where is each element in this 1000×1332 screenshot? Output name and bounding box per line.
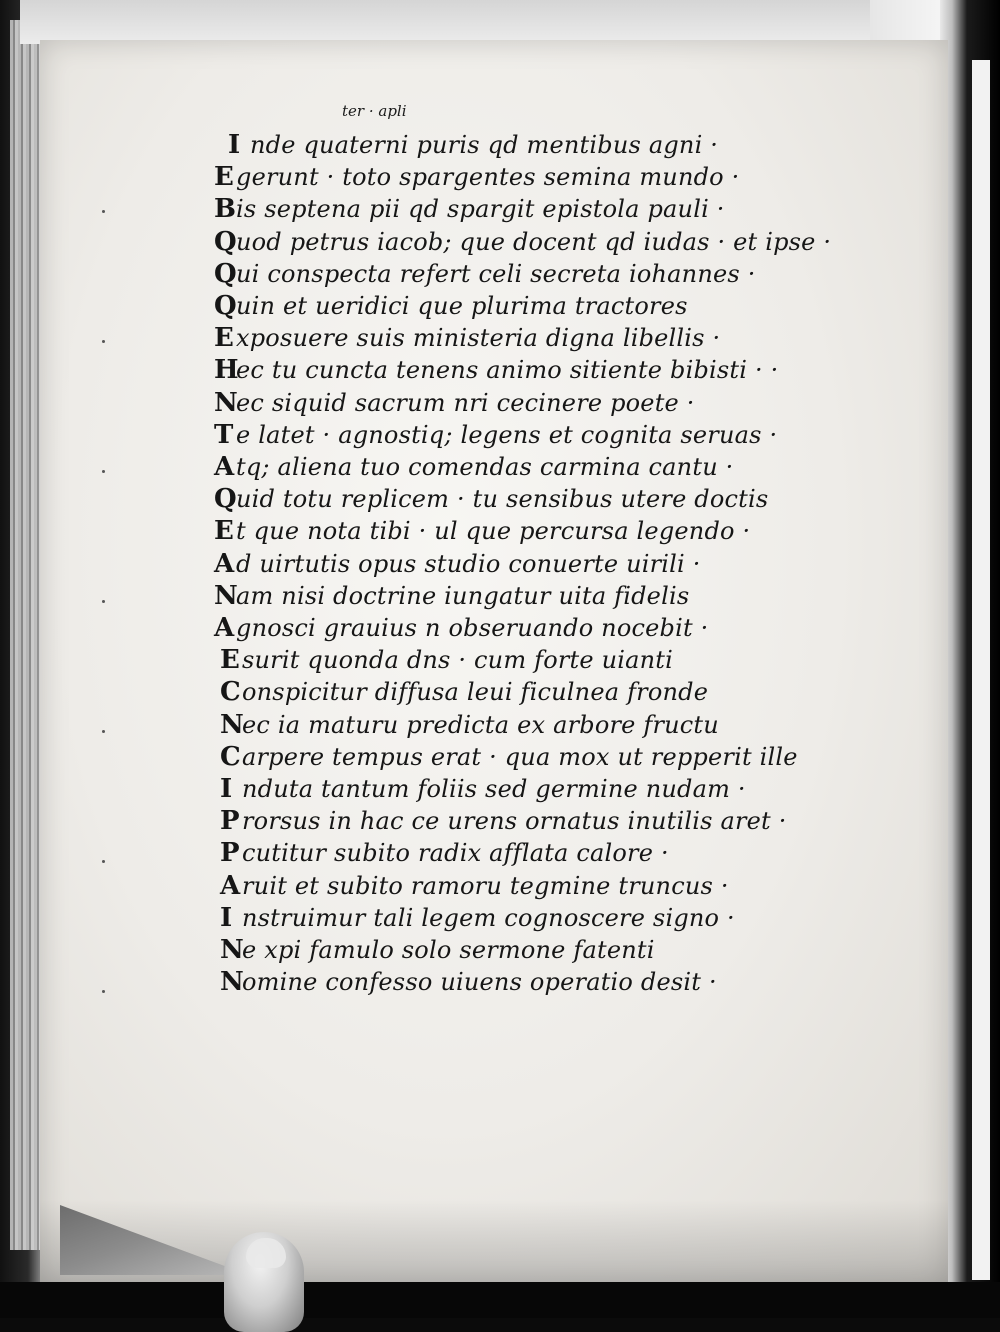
bottom-background [0, 1282, 1000, 1318]
verse-line [220, 838, 669, 868]
right-page-sliver [972, 60, 990, 1280]
verse-line [214, 323, 720, 353]
verse-initial: N [214, 580, 238, 611]
verse-initial: T [214, 419, 234, 450]
verse-initial: E [214, 323, 235, 354]
prick-mark [102, 990, 105, 993]
verse-text: xposuere suis ministeria digna libellis · [236, 324, 721, 353]
verse-text: uin et ueridici que plurima tractores [236, 292, 688, 320]
verse-text: am nisi doctrine iungatur uita fidelis [236, 581, 690, 610]
verse-text: ui conspecta refert celi secreta iohannes · [236, 259, 756, 288]
verse-line [214, 355, 778, 385]
verse-text: gerunt · toto spargentes semina mundo · [236, 163, 740, 192]
verse-initial: N [220, 709, 244, 740]
verse-line [214, 452, 734, 482]
verse-initial: E [220, 645, 241, 676]
verse-text: is septena pii qd spargit epistola pauli · [236, 195, 725, 224]
verse-initial: N [220, 967, 244, 998]
verse-initial: I [220, 902, 233, 933]
verse-text: d uirtutis opus studio conuerte uirili · [236, 549, 701, 578]
verse-text: onspicitur diffusa leui ficulnea fronde [242, 678, 709, 707]
verse-text: nde quaterni puris qd mentibus agni · [250, 131, 719, 159]
verse-initial: A [214, 452, 235, 482]
verse-text: omine confesso uiuens operatio desit · [242, 968, 717, 997]
verse-initial: Q [214, 291, 237, 321]
verse-initial: C [220, 677, 241, 708]
prick-mark [102, 210, 105, 213]
thumbnail-highlight [246, 1238, 286, 1268]
verse-text: ec tu cuncta tenens animo sitiente bibisti · · [236, 356, 779, 385]
verse-line [220, 742, 798, 772]
verse-text: cutitur subito radix afflata calore · [242, 839, 669, 868]
verse-text: uod petrus iacob; que docent qd iudas · et ipse · [236, 227, 832, 256]
verse-line [214, 420, 777, 450]
verse-line [220, 645, 673, 675]
verse-line [220, 903, 735, 933]
verse-initial: A [214, 548, 235, 579]
interlinear-gloss: ter · apli [342, 102, 407, 120]
verse-text: nduta tantum foliis sed germine nudam · [242, 775, 746, 803]
verse-text: e latet · agnostiq; legens et cognita seruas · [236, 420, 778, 449]
verse-initial: Q [214, 226, 237, 257]
verse-line [214, 259, 756, 289]
prick-mark [102, 730, 105, 733]
page-bottom-shadow [40, 1200, 948, 1290]
verse-line [220, 806, 787, 836]
verse-initial: P [220, 838, 240, 869]
verse-initial: H [214, 355, 239, 386]
verse-text: surit quonda dns · cum forte uianti [242, 646, 674, 675]
verse-initial: B [214, 194, 237, 225]
verse-text: ec siquid sacrum nri cecinere poete · [236, 388, 695, 417]
verse-initial: N [220, 935, 244, 965]
prick-mark [102, 600, 105, 603]
verse-text: e xpi famulo solo sermone fatenti [242, 936, 655, 964]
verse-initial: E [214, 516, 235, 547]
verse-line [214, 388, 695, 418]
verse-line [214, 194, 725, 224]
verse-text: ruit et subito ramoru tegmine truncus · [242, 871, 729, 900]
verse-initial: C [220, 741, 241, 772]
right-binding-edge [940, 0, 1000, 1318]
verse-line [220, 967, 717, 997]
verse-line [214, 516, 750, 546]
verse-text: nstruimur tali legem cognoscere signo · [242, 903, 735, 932]
prick-mark [102, 340, 105, 343]
verse-line [214, 291, 688, 321]
verse-line [220, 871, 729, 901]
verse-line [220, 935, 655, 965]
verse-text: ec ia maturu predicta ex arbore fructu [242, 710, 719, 739]
verse-initial: E [214, 162, 235, 193]
verse-text: arpere tempus erat · qua mox ut repperit ille [242, 742, 798, 771]
verse-text: gnosci grauius n obseruando nocebit · [236, 614, 709, 642]
verse-initial: I [228, 130, 241, 160]
verse-line [214, 227, 831, 257]
verse-line [214, 484, 768, 514]
verse-line [220, 677, 708, 707]
verse-text: rorsus in hac ce urens ornatus inutilis aret · [242, 807, 787, 836]
verse-line [220, 774, 746, 804]
verse-initial: I [220, 774, 233, 804]
verse-line [214, 613, 708, 643]
verse-line [228, 130, 718, 160]
top-page-edge [20, 0, 880, 44]
verse-initial: A [220, 870, 241, 901]
verse-line [214, 581, 689, 611]
verse-initial: Q [214, 258, 237, 289]
verse-initial: A [214, 613, 235, 643]
verse-line [214, 162, 739, 192]
verse-text: t que nota tibi · ul que percursa legendo · [236, 517, 751, 546]
verse-text: uid totu replicem · tu sensibus utere doctis [236, 485, 769, 514]
verse-initial: Q [214, 484, 237, 515]
verse-line [214, 549, 701, 579]
parchment-page [40, 40, 948, 1290]
verse-line [220, 710, 719, 740]
verse-initial: N [214, 387, 238, 418]
prick-mark [102, 470, 105, 473]
verse-text: tq; aliena tuo comendas carmina cantu · [236, 453, 734, 481]
prick-mark [102, 860, 105, 863]
verse-initial: P [220, 806, 240, 837]
